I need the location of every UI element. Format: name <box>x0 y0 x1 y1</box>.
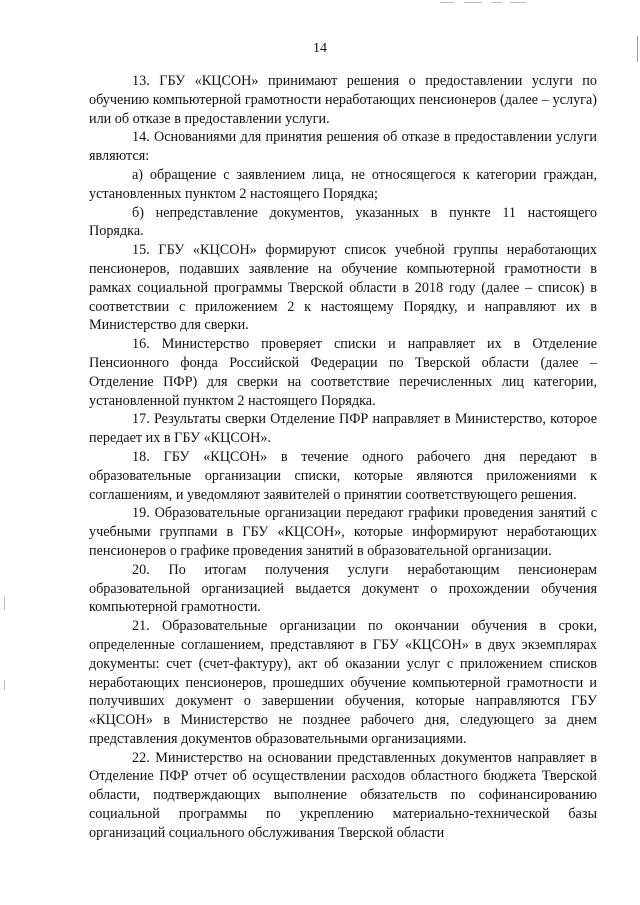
paragraph-19: 19. Образовательные организации передают графики проведения занятий с учебными группами в ГБУ «КЦСОН», которые информируют неработающих пенсионеров о графике проведения занятий в образовательной организации. <box>89 505 597 559</box>
paragraph-18: 18. ГБУ «КЦСОН» в течение одного рабочего дня передают в образовательные организации списки, которые являются приложениями к соглашениям, и уведомляют заявителей о принятии соответствующего решения. <box>89 448 597 503</box>
document-body <box>89 72 597 843</box>
scan-edge-mark-left <box>4 680 5 690</box>
paragraph-13: 13. ГБУ «КЦСОН» принимают решения о предоставлении услуги по обучению компьютерной грамотности неработающих пенсионеров (далее – услуга) или об отказе в предоставлении услуги. <box>89 73 597 127</box>
paragraph-21: 21. Образовательные организации по окончании обучения в сроки, определенные соглашением, представляют в ГБУ «КЦСОН» в двух экземплярах документы: счет (счет-фактуру), акт об оказании услуг с приложением списков неработающих пенсионеров, прошедших обучение компьютерной грамотности и получивших документ о завершении обучения, которые направляются ГБУ «КЦСОН» в Министерство не позднее рабочего дня, следующего за днем представления документов образовательными организациями. <box>89 618 597 747</box>
scan-edge-mark-left <box>4 596 5 610</box>
paragraph-15: 15. ГБУ «КЦСОН» формируют список учебной группы неработающих пенсионеров, подавших заявление на обучение компьютерной грамотности в рамках социальной программы Тверской области в 2018 году (далее – список) в соответствии с приложением 2 к настоящему Порядку, и направляют их в Министерство для сверки. <box>89 242 597 334</box>
paragraph-16: 16. Министерство проверяет списки и направляет их в Отделение Пенсионного фонда Российской Федерации по Тверской области (далее – Отделение ПФР) для сверки на соответствие перечисленных лиц категории, установленной пунктом 2 настоящего Порядка. <box>89 336 597 409</box>
scan-artifact <box>440 2 560 8</box>
paragraph-14-b: б) непредставление документов, указанных в пункте 11 настоящего Порядка. <box>89 204 597 240</box>
paragraph-14-a: а) обращение с заявлением лица, не относящегося к категории граждан, установленных пунктом 2 настоящего Порядка; <box>89 166 597 202</box>
paragraph-14: 14. Основаниями для принятия решения об отказе в предоставлении услуги являются: <box>89 129 597 165</box>
page-number: 14 <box>313 41 327 56</box>
paragraph-20: 20. По итогам получения услуги неработающим пенсионерам образовательной организацией выдается документ о прохождении обучения компьютерной грамотности. <box>89 561 597 616</box>
paragraph-22: 22. Министерство на основании представленных документов направляет в Отделение ПФР отчет об осуществлении расходов областного бюджета Тверской области, подтверждающих выполнение обязательств по софинансированию социальной программы по укреплению материально-технической базы организаций социального обслуживания Тверской области <box>89 749 597 841</box>
paragraph-17: 17. Результаты сверки Отделение ПФР направляет в Министерство, которое передает их в ГБУ «КЦСОН». <box>89 411 597 447</box>
